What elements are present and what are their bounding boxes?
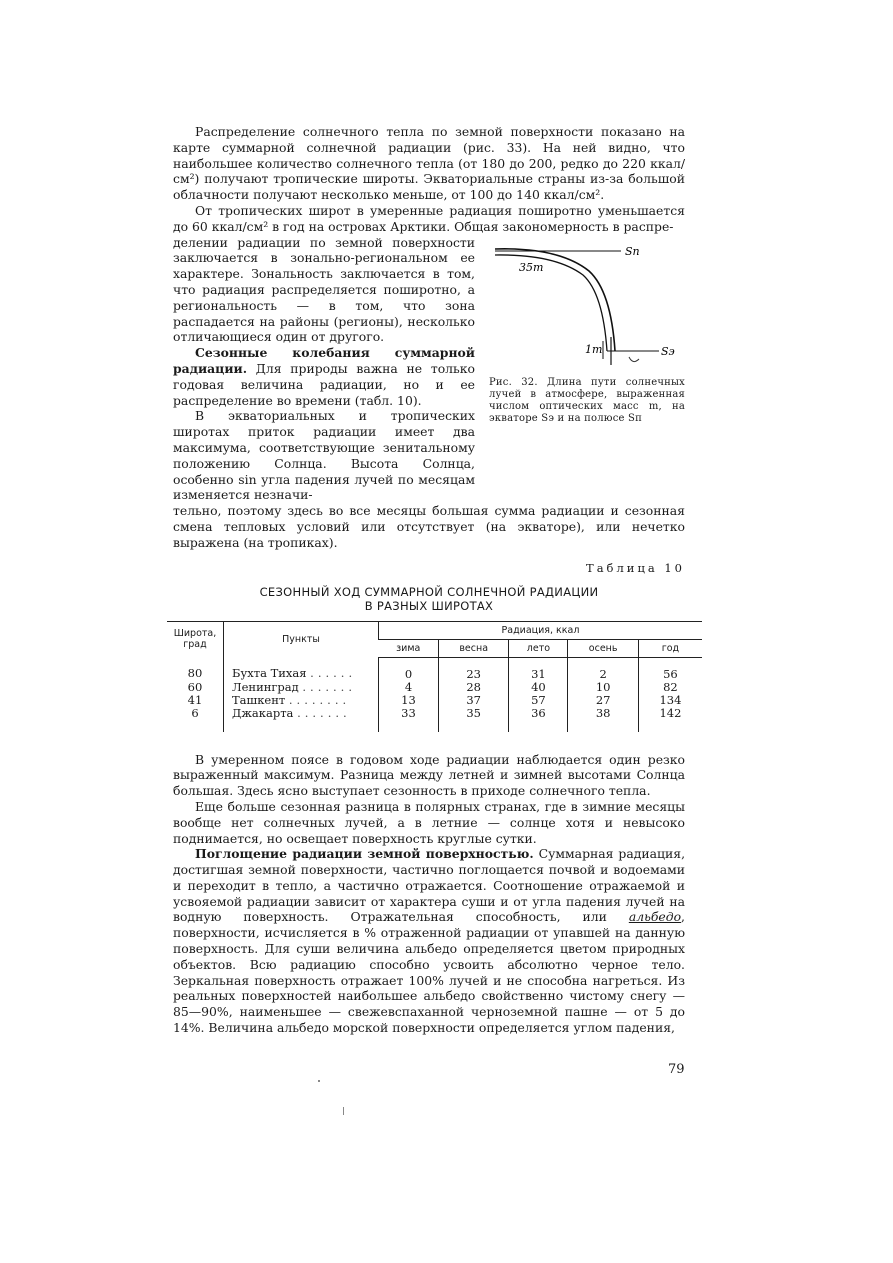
cell-winter: 33: [379, 707, 439, 732]
cell-winter: 13: [379, 694, 439, 707]
header-winter: зима: [379, 639, 439, 657]
cell-summer: 57: [509, 694, 568, 707]
section-after-table: [173, 752, 685, 1036]
header-summer: лето: [509, 639, 568, 657]
paragraph-seasonal: [173, 345, 475, 408]
paragraph-zonality: делении радиации по земной поверхности заключается в зонально-региональном ее характере. Зональность заключается в том, что радиация распределяется поширотно, а региональность — в том, что зона распадается на районы (регионы), несколько отличающиеся один от другого.: [173, 234, 475, 345]
cell-autumn: 27: [568, 694, 638, 707]
term-albedo: альбедо: [628, 909, 682, 925]
cell-spring: 35: [438, 707, 508, 732]
cell-autumn: 38: [568, 707, 638, 732]
cell-winter: 0: [379, 657, 439, 681]
heading-seasonal: Сезонные колебания суммарной радиации.: [173, 345, 475, 376]
seasonal-text: Для природы важна не только годовая величина радиации, но и ее распределение во времени (табл. 10).: [173, 360, 475, 408]
cell-spring: 37: [438, 694, 508, 707]
header-autumn: осень: [568, 639, 638, 657]
table-title: [173, 585, 685, 613]
paragraph-latitude-decrease: От тропических широт в умеренные радиация поширотно уменьшается до 60 ккал/см² в год на островах Арктики. Общая закономерность в распре-: [173, 202, 685, 234]
cell-summer: 40: [509, 681, 568, 694]
paragraph-polar: Еще больше сезонная разница в полярных странах, где в зимние месяцы вообще нет солнечных лучей, а в летние — солнце хотя и невысоко поднимается, но освещает поверхность круглые сутки.: [173, 798, 685, 846]
paragraph-temperate: В умеренном поясе в годовом ходе радиации наблюдается один резко выраженный максимум. Разница между летней и зимней высотами Солнца большая. Здесь ясно выступает сезонность в приходе солнечного тепла.: [173, 751, 685, 799]
table-title-line2: В РАЗНЫХ ШИРОТАХ: [364, 598, 494, 613]
header-latitude: Широта, град: [167, 621, 224, 657]
label-1m: 1m: [585, 342, 603, 356]
cell-year: 56: [638, 657, 702, 681]
paragraph-intro: Распределение солнечного тепла по земной поверхности показано на карте суммарной солнечной радиации (рис. 33). На ней видно, что наибольшее количество солнечного тепла (от 180 до 200, редко до 220 ккал/см²) получают тропические широты. Экваториальные страны из-за большой облачности получают несколько меньше, от 100 до 140 ккал/см².: [173, 124, 685, 203]
cell-summer: 31: [509, 657, 568, 681]
cell-place: Бухта Тихая ......: [224, 657, 379, 681]
cell-lat: 41: [187, 692, 203, 707]
label-35m: 35m: [519, 260, 544, 274]
atmosphere-arc-inner: [495, 255, 607, 351]
cell-autumn: 10: [568, 681, 638, 694]
table-row: [167, 707, 702, 732]
cell-lat: 60: [187, 679, 203, 694]
header-radiation: Радиация, ккал: [379, 621, 703, 639]
header-year: год: [638, 639, 702, 657]
paragraph-equatorial: В экваториальных и тропических широтах приток радиации имеет два максимума, соответствующие зенитальному положению Солнца. Высота Солнца, особенно sin угла падения лучей по месяцам изменяется незначи-: [173, 408, 475, 503]
figure-32-diagram: [489, 241, 685, 371]
figure-32: [489, 235, 685, 504]
atmosphere-arc-outer: [495, 248, 615, 350]
cell-year: 82: [638, 681, 702, 694]
radiation-table: [167, 621, 702, 732]
label-sn: Sп: [625, 244, 640, 258]
cell-spring: 28: [438, 681, 508, 694]
table-number: Таблица 10: [586, 560, 685, 575]
label-se: Sэ: [661, 344, 675, 358]
cell-place: Ленинград .......: [224, 681, 379, 694]
text-figure-wrap: [173, 235, 685, 504]
table-row: [167, 657, 702, 681]
page-number: 79: [668, 1062, 685, 1077]
scan-speck: [318, 1080, 320, 1082]
cell-year: 134: [638, 694, 702, 707]
cell-lat: 80: [187, 666, 203, 681]
header-spring: весна: [438, 639, 508, 657]
header-points: Пункты: [224, 621, 379, 657]
page-content: [173, 124, 685, 1036]
paragraph-absorption: Поглощение радиации земной поверхностью. Суммарная радиация, достигшая земной поверхности, частично поглощается почвой и водоемами и переходит в тепло, а частично отражается. Соотношение отражаемой и усвояемой радиации зависит от характера суши и от угла падения лучей на водную поверхность. Отражательная способность, или альбедо, поверхности, исчисляется в % отраженной радиации от упавшей на данную поверхность. Для суши величина альбедо определяется цветом природных объектов. Всю радиацию способно усвоить абсолютно черное тело. Зеркальная поверхность отражает 100% лучей и не способна нагреться. Из реальных поверхностей наибольшее альбедо свойственно чистому снегу — 85—90%, наименьшее — свежевспаханной черноземной пашне — от 5 до 14%. Величина альбедо морской поверхности определяется углом падения,: [173, 846, 686, 1036]
cell-place: Джакарта .......: [224, 707, 379, 732]
cell-summer: 36: [509, 707, 568, 732]
figure-caption: Рис. 32. Длина пути солнечных лучей в атмосфере, выраженная числом оптических масс m, на экваторе Sэ и на полюсе Sп: [489, 376, 685, 424]
cell-autumn: 2: [568, 657, 638, 681]
cell-lat: 6: [191, 705, 199, 720]
cell-spring: 23: [438, 657, 508, 681]
wrapped-text: [173, 235, 475, 504]
cell-year: 142: [638, 707, 702, 732]
heading-absorption: Поглощение радиации земной поверхностью.: [195, 846, 534, 862]
paragraph-continuation: тельно, поэтому здесь во все месяцы большая сумма радиации и сезонная смена тепловых условий или отсутствует (на экваторе), или нечетко выражена (на тропиках).: [173, 503, 685, 550]
cell-winter: 4: [379, 681, 439, 694]
scan-speck: [343, 1107, 344, 1115]
cell-place: Ташкент ........: [224, 694, 379, 707]
table-title-line1: СЕЗОННЫЙ ХОД СУММАРНОЙ СОЛНЕЧНОЙ РАДИАЦИИ: [259, 584, 599, 599]
